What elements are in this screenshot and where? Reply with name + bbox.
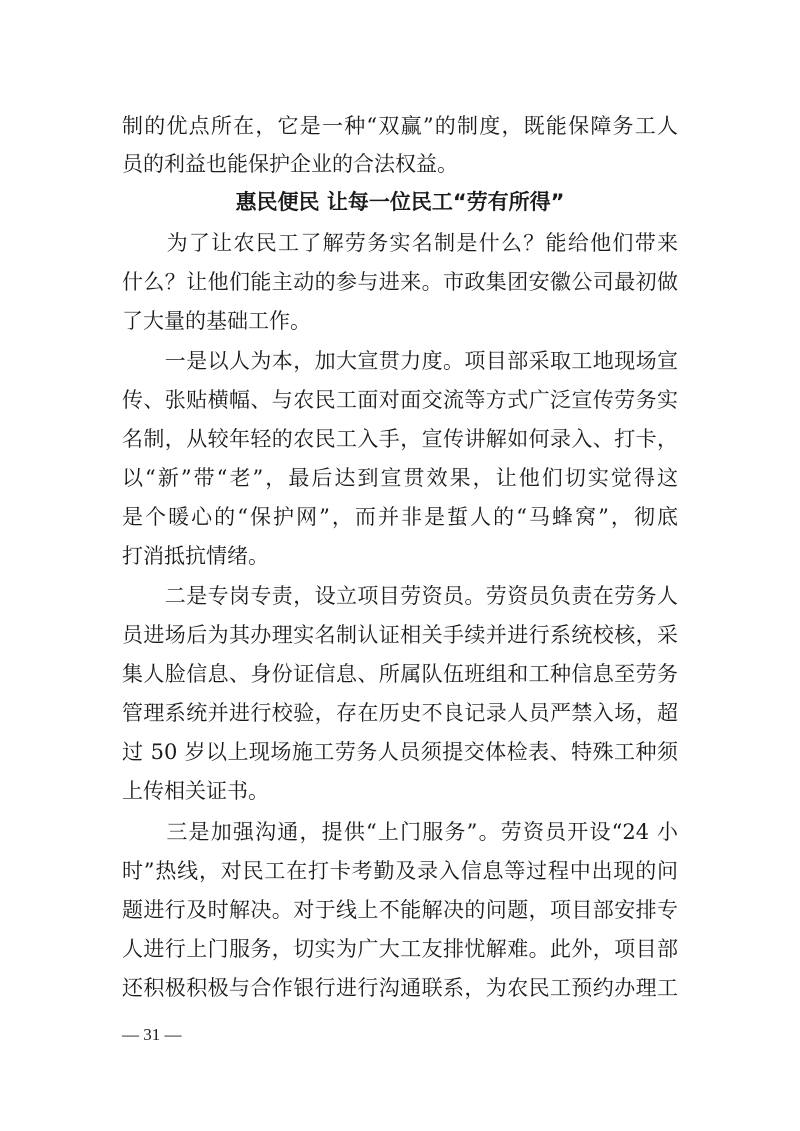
paragraph-line: 什么？让他们能主动的参与进来。市政集团安徽公司最初做 (122, 270, 678, 294)
paragraph-line: 传、张贴横幅、与农民工面对面交流等方式广泛宣传劳务实 (122, 388, 678, 412)
paragraph-line: 是个暖心的“保护网”，而并非是蜇人的“马蜂窝”，彻底 (122, 505, 678, 529)
intro-line-2: 员的利益也能保护企业的合法权益。 (122, 152, 458, 176)
paragraph-line: 为了让农民工了解劳务实名制是什么？能给他们带来 (122, 231, 678, 255)
section-heading: 惠民便民 让每一位民工“劳有所得” (235, 190, 565, 214)
page-number: — 31 — (122, 1025, 182, 1044)
paragraph-line: 名制，从较年轻的农民工入手，宣传讲解如何录入、打卡， (122, 427, 678, 451)
paragraph-line: 过 50 岁以上现场施工劳务人员须提交体检表、特殊工种须 (122, 740, 678, 764)
paragraph-line: 题进行及时解决。对于线上不能解决的问题，项目部安排专 (122, 898, 678, 922)
paragraph-line: 三是加强沟通，提供“上门服务”。劳资员开设“24 小 (122, 820, 678, 844)
intro-line-1: 制的优点所在，它是一种“双赢”的制度，既能保障务工人 (122, 114, 678, 138)
paragraph-line: 集人脸信息、身份证信息、所属队伍班组和工种信息至劳务 (122, 662, 678, 686)
paragraph-line: 时”热线，对民工在打卡考勤及录入信息等过程中出现的问 (122, 859, 678, 883)
paragraph-line: 上传相关证书。 (122, 779, 269, 803)
paragraph-line: 员进场后为其办理实名制认证相关手续并进行系统校核，采 (122, 623, 678, 647)
paragraph-line: 管理系统并进行校验，存在历史不良记录人员严禁入场，超 (122, 701, 678, 725)
paragraph-line: 二是专岗专责，设立项目劳资员。劳资员负责在劳务人 (122, 584, 678, 608)
paragraph-line: 一是以人为本，加大宣贯力度。项目部采取工地现场宣 (122, 349, 678, 373)
paragraph-line: 人进行上门服务，切实为广大工友排忧解难。此外，项目部 (122, 937, 678, 961)
paragraph-line: 还积极积极与合作银行进行沟通联系，为农民工预约办理工 (122, 976, 678, 1000)
paragraph-line: 打消抵抗情绪。 (122, 544, 269, 568)
paragraph-line: 了大量的基础工作。 (122, 309, 311, 333)
paragraph-line: 以“新”带“老”，最后达到宣贯效果，让他们切实觉得这 (122, 466, 678, 490)
